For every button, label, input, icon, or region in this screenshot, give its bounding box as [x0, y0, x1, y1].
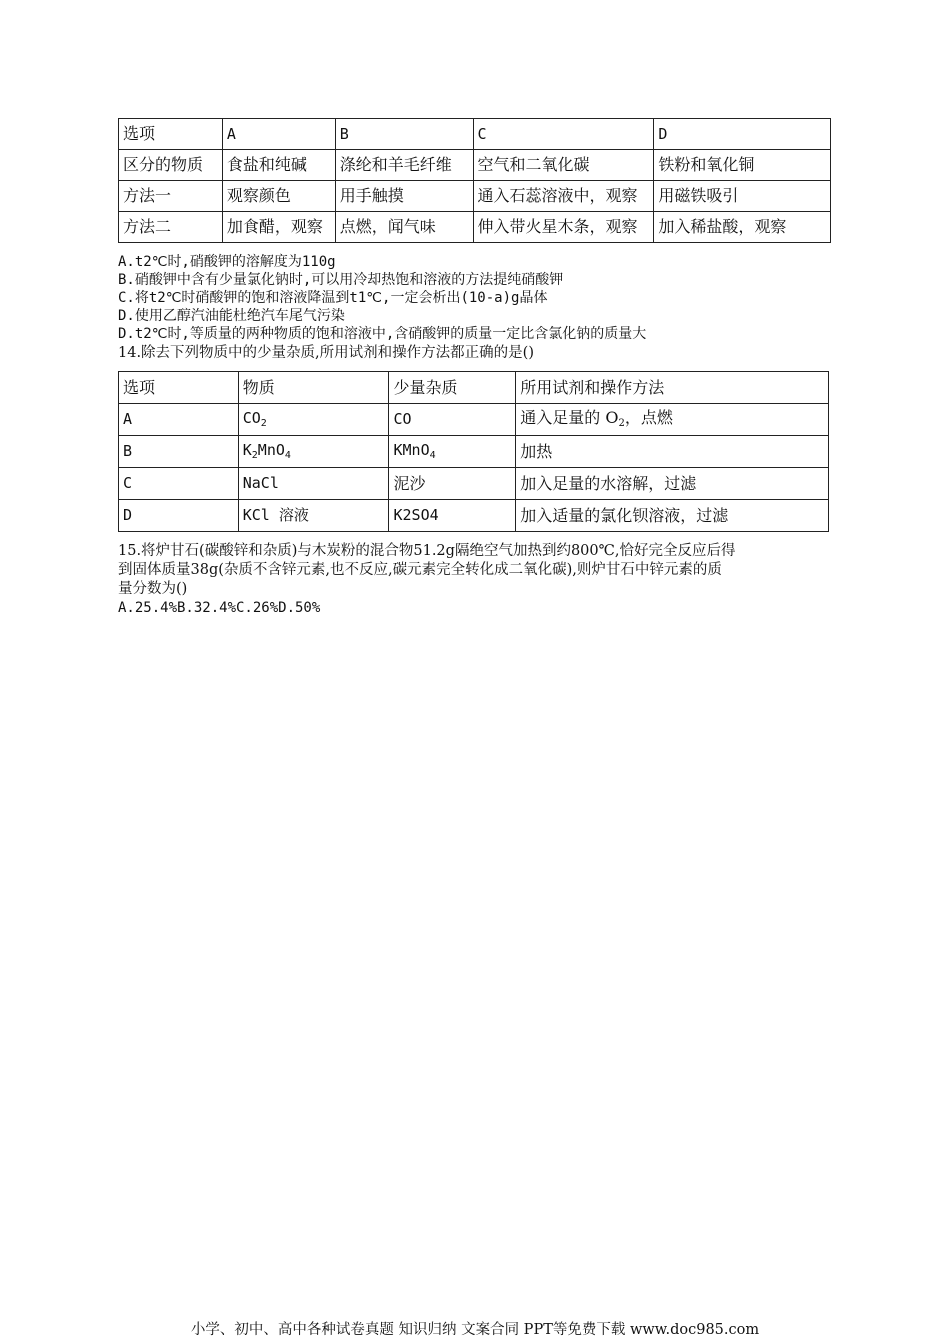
table-cell: B — [119, 436, 239, 468]
table-cell: 加入稀盐酸，观察 — [654, 212, 831, 243]
table-cell: 用磁铁吸引 — [654, 181, 831, 212]
subscript: 4 — [284, 449, 291, 461]
table-cell: 空气和二氧化碳 — [473, 150, 654, 181]
table-cell: 方法二 — [119, 212, 223, 243]
table-cell: 涤纶和羊毛纤维 — [335, 150, 473, 181]
table-cell: 少量杂质 — [389, 372, 516, 404]
table-row — [119, 500, 829, 532]
method-text: 通入足量的 O — [520, 408, 619, 427]
table-cell: C — [473, 119, 654, 150]
table-cell: K2SO4 — [389, 500, 516, 532]
q13-option-d1: D.使用乙醇汽油能杜绝汽车尾气污染 — [118, 308, 345, 324]
q14-stem: 14.除去下列物质中的少量杂质,所用试剂和操作方法都正确的是() — [118, 345, 534, 361]
formula: K — [242, 440, 252, 459]
q15-line-2: 到固体质量38g(杂质不含锌元素,也不反应,碳元素完全转化成二氧化碳),则炉甘石中锌元素的质 — [118, 562, 722, 578]
table-cell: 通入石蕊溶液中，观察 — [473, 181, 654, 212]
subscript: 2 — [618, 418, 625, 429]
footer-text: 小学、初中、高中各种试卷真题 知识归纳 文案合同 PPT等免费下载 www.doc985.com — [190, 1322, 760, 1338]
q15-line-3: 量分数为() — [118, 581, 188, 597]
table-cell: 铁粉和氧化铜 — [654, 150, 831, 181]
table-row — [119, 404, 829, 436]
table-cell: 食盐和纯碱 — [222, 150, 335, 181]
subscript: 2 — [260, 417, 267, 429]
table-cell: 伸入带火星木条，观察 — [473, 212, 654, 243]
table-cell: 区分的物质 — [119, 150, 223, 181]
q13-option-a: A.t2℃时,硝酸钾的溶解度为110g — [118, 254, 336, 270]
table-cell: 方法一 — [119, 181, 223, 212]
table-row — [119, 181, 831, 212]
table-cell: A — [222, 119, 335, 150]
table-cell: D — [654, 119, 831, 150]
formula: CO — [242, 408, 261, 427]
table-cell — [516, 404, 829, 436]
table-cell: B — [335, 119, 473, 150]
formula: KMnO — [393, 440, 430, 459]
table-cell: 泥沙 — [389, 468, 516, 500]
table-cell: 用手触摸 — [335, 181, 473, 212]
subscript: 4 — [429, 449, 436, 461]
table-cell: A — [119, 404, 239, 436]
table-cell: 选项 — [119, 119, 223, 150]
method-text: ，点燃 — [624, 408, 673, 427]
table-cell: 加食醋，观察 — [222, 212, 335, 243]
q13-option-b: B.硝酸钾中含有少量氯化钠时,可以用冷却热饱和溶液的方法提纯硝酸钾 — [118, 272, 564, 288]
table-row — [119, 150, 831, 181]
impurity-table — [118, 371, 829, 532]
table-cell: 观察颜色 — [222, 181, 335, 212]
table-cell — [238, 404, 389, 436]
table-row — [119, 436, 829, 468]
table-cell: C — [119, 468, 239, 500]
table-cell: 物质 — [238, 372, 389, 404]
table-cell: CO — [389, 404, 516, 436]
table-cell: 点燃，闻气味 — [335, 212, 473, 243]
table-cell: 加热 — [516, 436, 829, 468]
table-cell: 加入足量的水溶解，过滤 — [516, 468, 829, 500]
table-row — [119, 468, 829, 500]
q13-option-d2: D.t2℃时,等质量的两种物质的饱和溶液中,含硝酸钾的质量一定比含氯化钠的质量大 — [118, 326, 647, 342]
comparison-table — [118, 118, 831, 243]
table-cell: KCl 溶液 — [238, 500, 389, 532]
table-cell: NaCl — [238, 468, 389, 500]
table-cell: D — [119, 500, 239, 532]
table-cell — [238, 436, 389, 468]
formula: MnO — [257, 440, 285, 459]
table-row — [119, 212, 831, 243]
table-row — [119, 119, 831, 150]
table-cell: 所用试剂和操作方法 — [516, 372, 829, 404]
table-cell: 加入适量的氯化钡溶液，过滤 — [516, 500, 829, 532]
q15-options: A.25.4%B.32.4%C.26%D.50% — [118, 600, 321, 616]
q13-option-c: C.将t2℃时硝酸钾的饱和溶液降温到t1℃,一定会析出(10-a)g晶体 — [118, 290, 548, 306]
subscript: 2 — [251, 449, 258, 461]
q15-line-1: 15.将炉甘石(碳酸锌和杂质)与木炭粉的混合物51.2g隔绝空气加热到约800℃,恰好完全反应后得 — [118, 543, 736, 559]
table-cell — [389, 436, 516, 468]
table-row — [119, 372, 829, 404]
table-cell: 选项 — [119, 372, 239, 404]
